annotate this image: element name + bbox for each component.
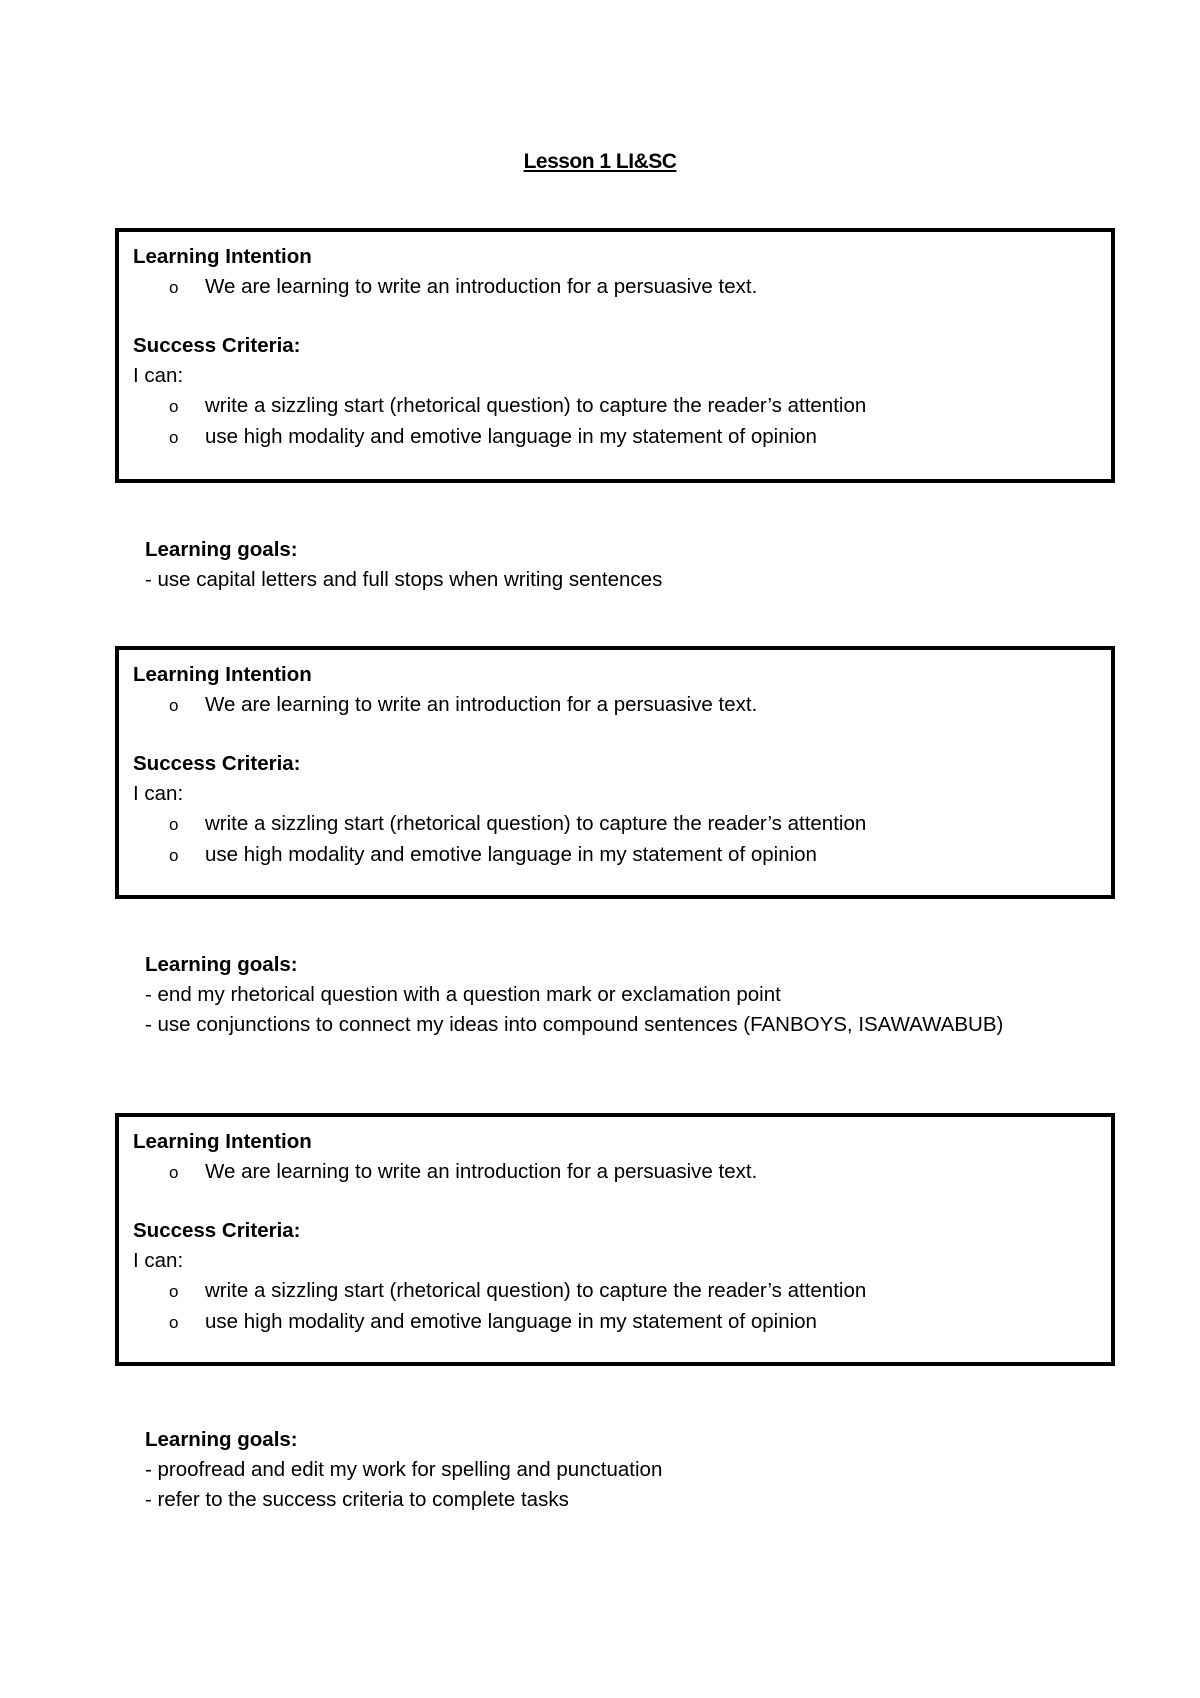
- success-criteria-item: [133, 840, 1097, 871]
- success-criteria-text: use high modality and emotive language in my statement of opinion: [205, 843, 817, 866]
- circle-bullet-icon: o: [169, 1282, 179, 1301]
- success-criteria-item: [133, 422, 1097, 453]
- circle-bullet-icon: o: [169, 1313, 179, 1332]
- learning-intention-text: We are learning to write an introduction for a persuasive text.: [205, 275, 758, 298]
- learning-goal-item: - proofread and edit my work for spelling and punctuation: [145, 1458, 663, 1481]
- success-criteria-item: [133, 809, 1097, 840]
- learning-intention-heading: Learning Intention: [133, 1130, 312, 1153]
- learning-intention-item: [133, 1157, 1097, 1188]
- learning-intention-box: [115, 646, 1115, 899]
- success-criteria-intro: I can:: [133, 1249, 184, 1272]
- learning-goals-heading: Learning goals:: [145, 953, 298, 976]
- success-criteria-item: [133, 391, 1097, 422]
- circle-bullet-icon: o: [169, 278, 179, 297]
- learning-goals: [145, 1425, 1045, 1515]
- success-criteria-text: write a sizzling start (rhetorical question) to capture the reader’s attention: [205, 394, 867, 417]
- success-criteria-text: write a sizzling start (rhetorical question) to capture the reader’s attention: [205, 1279, 867, 1302]
- circle-bullet-icon: o: [169, 696, 179, 715]
- success-criteria-intro: I can:: [133, 364, 184, 387]
- learning-intention-box: [115, 1113, 1115, 1366]
- circle-bullet-icon: o: [169, 1163, 179, 1182]
- circle-bullet-icon: o: [169, 815, 179, 834]
- success-criteria-text: use high modality and emotive language in my statement of opinion: [205, 1310, 817, 1333]
- success-criteria-heading: Success Criteria:: [133, 1219, 301, 1242]
- learning-goal-item: - use capital letters and full stops when writing sentences: [145, 568, 663, 591]
- learning-intention-text: We are learning to write an introduction for a persuasive text.: [205, 1160, 758, 1183]
- learning-goal-item: - use conjunctions to connect my ideas into compound sentences (FANBOYS, ISAWAWABUB): [145, 1013, 1004, 1036]
- learning-goal-item: - end my rhetorical question with a question mark or exclamation point: [145, 983, 781, 1006]
- learning-intention-item: [133, 272, 1097, 303]
- circle-bullet-icon: o: [169, 428, 179, 447]
- page-title: Lesson 1 LI&SC: [523, 150, 677, 173]
- success-criteria-intro: I can:: [133, 782, 184, 805]
- learning-goals-heading: Learning goals:: [145, 1428, 298, 1451]
- circle-bullet-icon: o: [169, 846, 179, 865]
- learning-intention-item: [133, 690, 1097, 721]
- learning-intention-text: We are learning to write an introduction for a persuasive text.: [205, 693, 758, 716]
- learning-goals: [145, 950, 1045, 1040]
- success-criteria-text: use high modality and emotive language in my statement of opinion: [205, 425, 817, 448]
- learning-goal-item: - refer to the success criteria to complete tasks: [145, 1488, 569, 1511]
- success-criteria-heading: Success Criteria:: [133, 752, 301, 775]
- circle-bullet-icon: o: [169, 397, 179, 416]
- learning-goals-heading: Learning goals:: [145, 538, 298, 561]
- learning-intention-heading: Learning Intention: [133, 245, 312, 268]
- learning-goals: [145, 535, 1045, 595]
- learning-intention-heading: Learning Intention: [133, 663, 312, 686]
- success-criteria-item: [133, 1276, 1097, 1307]
- learning-intention-box: [115, 228, 1115, 483]
- success-criteria-item: [133, 1307, 1097, 1338]
- success-criteria-text: write a sizzling start (rhetorical question) to capture the reader’s attention: [205, 812, 867, 835]
- success-criteria-heading: Success Criteria:: [133, 334, 301, 357]
